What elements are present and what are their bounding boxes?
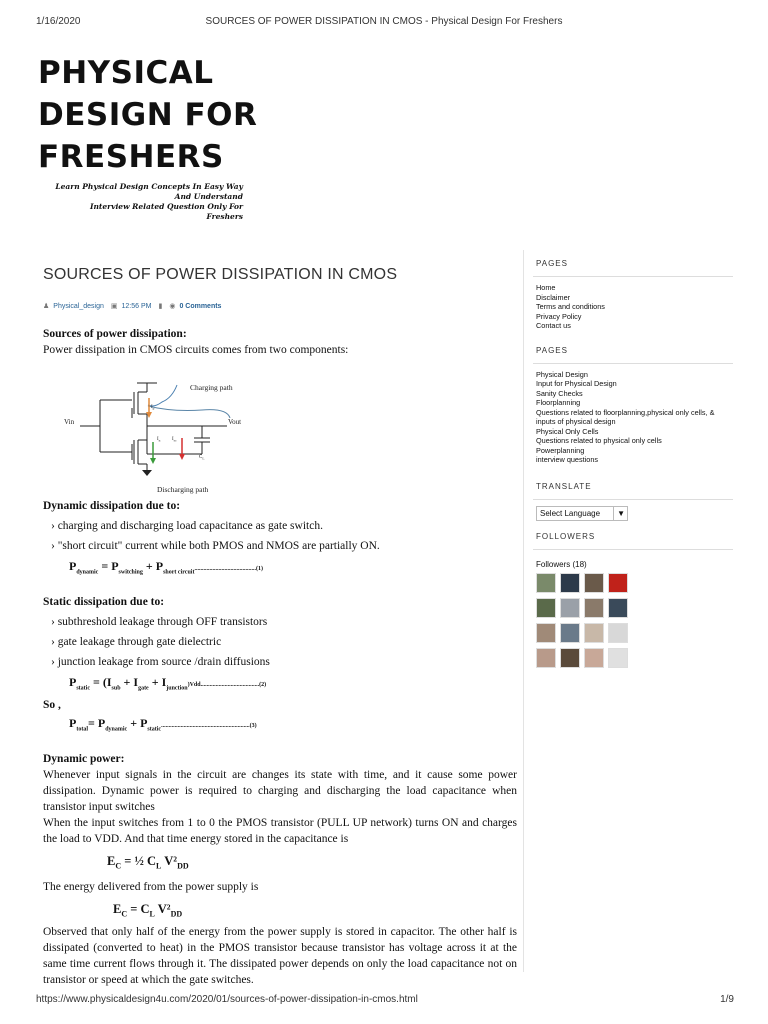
list-item: › "short circuit" current while both PMOS and NMOS are partially ON. <box>51 540 380 552</box>
sidebar-link[interactable]: Powerplanning <box>536 445 585 455</box>
paragraph: Power dissipation in CMOS circuits comes from two components: <box>43 344 349 356</box>
ip-sub: p <box>152 406 155 411</box>
isc-symbol: I <box>172 437 174 442</box>
avatar[interactable] <box>584 623 604 643</box>
post-title[interactable]: SOURCES OF POWER DISSIPATION IN CMOS <box>43 266 398 283</box>
formula-symbol: P <box>97 715 106 730</box>
in-sub: n <box>158 438 161 443</box>
avatar[interactable] <box>560 648 580 668</box>
comments-icon: ◉ <box>169 303 176 310</box>
formula-sub: gate <box>138 685 149 692</box>
formula-sub: sub <box>111 685 121 692</box>
tagline-line: Learn Physical Design Concepts In Easy Way And Understand <box>55 182 243 201</box>
avatar[interactable] <box>584 648 604 668</box>
sidebar-link[interactable]: Floorplanning <box>536 398 581 407</box>
formula-op: + <box>142 559 156 573</box>
section-heading: Dynamic dissipation due to: <box>43 500 181 512</box>
sidebar-pages2-title: PAGES <box>533 337 733 364</box>
equation-2 <box>113 901 517 923</box>
follower-avatars <box>533 573 733 668</box>
avatar[interactable] <box>608 648 628 668</box>
cl-label <box>199 455 204 461</box>
in-symbol: I <box>157 437 159 442</box>
sidebar-link[interactable]: Disclaimer <box>536 292 571 302</box>
cl-symbol: C <box>199 455 203 460</box>
sidebar-link[interactable]: Sanity Checks <box>536 388 583 398</box>
formula-op: + <box>148 675 162 690</box>
eq-sub: DD <box>177 861 189 871</box>
post-author[interactable]: Physical_design <box>53 302 104 310</box>
section-heading: Dynamic power: <box>43 753 125 766</box>
formula-sub: static <box>147 726 162 733</box>
formula-3 <box>69 715 517 737</box>
vout-label: Vout <box>228 418 242 426</box>
tagline-line: Interview Related Question Only For Freshers <box>89 202 243 221</box>
avatar[interactable] <box>608 623 628 643</box>
formula-symbol: P <box>69 559 77 573</box>
formula-symbol: P <box>111 559 119 573</box>
formula-op: = ( <box>90 675 107 690</box>
cmos-inverter-diagram <box>62 380 262 498</box>
calendar-icon: ▣ <box>110 303 118 310</box>
site-tagline <box>55 182 243 222</box>
sidebar-link[interactable]: Terms and conditions <box>536 302 605 311</box>
sidebar <box>533 250 733 668</box>
print-page-title: SOURCES OF POWER DISSIPATION IN CMOS - Physical Design For Freshers <box>205 16 563 27</box>
formula-symbol: P <box>69 715 77 730</box>
formula-dots: ...........................................................(3) <box>161 722 257 729</box>
vin-label: Vin <box>64 418 75 426</box>
sidebar-link[interactable]: Questions related to physical only cells <box>536 436 662 445</box>
formula-op: = <box>88 715 98 730</box>
static-list <box>43 614 517 670</box>
eq-sub: L <box>156 861 162 871</box>
sidebar-pages-title: PAGES <box>533 250 733 277</box>
avatar[interactable] <box>560 598 580 618</box>
sidebar-link[interactable]: Questions related to floorplanning,physical only cells, & inputs of physical design <box>536 407 715 426</box>
so-text: So , <box>43 698 61 711</box>
in-label <box>157 437 161 443</box>
formula-sub: static <box>76 685 91 692</box>
paragraph: The energy delivered from the power supply is <box>43 880 259 893</box>
formula-dots: .........................................(1) <box>194 566 263 572</box>
avatar[interactable] <box>608 573 628 593</box>
avatar[interactable] <box>608 598 628 618</box>
post-meta <box>43 302 517 310</box>
formula-op: + <box>120 675 134 690</box>
ground-arrow <box>142 470 152 476</box>
section-heading: Sources of power dissipation: <box>43 328 187 340</box>
language-select-label: Select Language <box>540 508 601 518</box>
eq-v: V² <box>154 901 171 916</box>
sidebar-pages-list <box>533 277 733 331</box>
formula-2 <box>69 674 517 696</box>
dynamic-list <box>43 518 517 554</box>
sidebar-translate-title: TRANSLATE <box>533 473 733 500</box>
paragraph: When the input switches from 1 to 0 the PMOS transistor (PULL UP network) turns ON and charges the load to VDD. And that time energy stored in the capacitance is <box>43 817 517 846</box>
sidebar-divider <box>523 250 524 972</box>
print-page-number: 1/9 <box>720 994 734 1005</box>
avatar[interactable] <box>560 573 580 593</box>
formula-sub: dynamic <box>76 569 99 576</box>
sidebar-link[interactable]: interview questions <box>536 455 599 464</box>
list-item: › gate leakage through gate dielectric <box>51 636 222 649</box>
equation-1 <box>107 853 517 875</box>
sidebar-link[interactable]: Physical Only Cells <box>536 426 599 436</box>
user-icon: ♟ <box>43 303 50 310</box>
site-title[interactable] <box>38 52 257 178</box>
site-title-line: DESIGN FOR <box>38 97 258 133</box>
isc-label <box>172 437 177 443</box>
list-item: › junction leakage from source /drain diffusions <box>51 656 270 669</box>
eq-v: V² <box>161 854 178 869</box>
language-select[interactable] <box>536 506 628 521</box>
formula-symbol: P <box>69 675 77 690</box>
followers-count: Followers (18) <box>536 559 587 569</box>
post-comments[interactable]: 0 Comments <box>179 302 222 310</box>
formula-1 <box>69 558 517 580</box>
section-heading: Static dissipation due to: <box>43 596 165 609</box>
charging-curve <box>148 406 230 418</box>
formula-symbol: I <box>161 675 167 690</box>
charging-path-line <box>148 385 177 406</box>
formula-op: = <box>98 559 112 573</box>
ip-label <box>151 405 155 411</box>
print-date: 1/16/2020 <box>36 16 81 27</box>
site-title-line: PHYSICAL <box>38 55 214 91</box>
avatar[interactable] <box>536 648 556 668</box>
discharging-label: Discharging path <box>157 485 209 494</box>
eq-sub: C <box>121 909 128 919</box>
avatar[interactable] <box>560 623 580 643</box>
sidebar-link[interactable]: Contact us <box>536 321 571 330</box>
formula-symbol: I <box>106 675 112 690</box>
cl-sub: L <box>202 456 205 461</box>
avatar[interactable] <box>584 598 604 618</box>
formula-op: + <box>127 715 141 730</box>
formula-sub: short circuit <box>163 569 195 576</box>
post-time[interactable]: 12:56 PM <box>121 302 152 310</box>
eq-sub: L <box>149 909 155 919</box>
avatar[interactable] <box>536 598 556 618</box>
avatar[interactable] <box>536 573 556 593</box>
sidebar-pages2-list <box>533 364 733 465</box>
site-title-line: FRESHERS <box>38 139 224 175</box>
avatar[interactable] <box>536 623 556 643</box>
formula-symbol: P <box>155 559 164 573</box>
eq-mid: = C <box>127 901 150 916</box>
sidebar-followers-title: FOLLOWERS <box>533 523 733 550</box>
formula-sub: total <box>76 726 89 733</box>
dropdown-arrow-icon: ▼ <box>613 507 625 520</box>
formula-sub: switching <box>118 569 143 576</box>
formula-sub: dynamic <box>105 726 128 733</box>
sidebar-link[interactable]: Privacy Policy <box>536 311 582 321</box>
list-item: › subthreshold leakage through OFF transistors <box>51 616 268 629</box>
eq-symbol: E <box>107 854 116 869</box>
print-url: https://www.physicaldesign4u.com/2020/01/sources-of-power-dissipation-in-cmos.html <box>36 994 418 1005</box>
post <box>43 266 517 988</box>
eq-mid: = ½ C <box>121 854 157 869</box>
avatar[interactable] <box>584 573 604 593</box>
sidebar-link[interactable]: Input for Physical Design <box>536 379 617 388</box>
isc-arrow-head <box>179 454 185 460</box>
paragraph: Whenever input signals in the circuit are changes its state with time, and it cause some power dissipation. Dynamic power is required to charging and discharging the load capacitance when transistor input switches <box>43 769 517 814</box>
formula-symbol: I <box>133 675 139 690</box>
in-arrow-head <box>150 458 156 464</box>
charging-label: Charging path <box>190 383 233 392</box>
sidebar-link[interactable]: Home <box>536 283 556 292</box>
formula-sub: junction <box>166 685 188 692</box>
formula-dots: .......................................(2) <box>200 682 267 689</box>
eq-symbol: E <box>113 901 122 916</box>
eq-sub: DD <box>170 909 183 919</box>
paragraph: Observed that only half of the energy from the power supply is stored in capacitor. The other half is dissipated (converted to heat) in the PMOS transistor because transistor has voltage across it at the same time current flows through it. The dissipated power depends on only the load capacitance not on transistor or speed at which the gate switches. <box>43 926 517 987</box>
formula-tail: )Vdd <box>187 682 201 689</box>
folder-icon: ▮ <box>158 303 163 310</box>
formula-symbol: P <box>140 715 148 730</box>
isc-sub: sc <box>173 438 177 443</box>
ip-symbol: I <box>151 405 153 410</box>
sidebar-link[interactable]: Physical Design <box>536 369 588 379</box>
eq-sub: C <box>115 861 122 871</box>
list-item: › charging and discharging load capacitance as gate switch. <box>51 520 323 532</box>
